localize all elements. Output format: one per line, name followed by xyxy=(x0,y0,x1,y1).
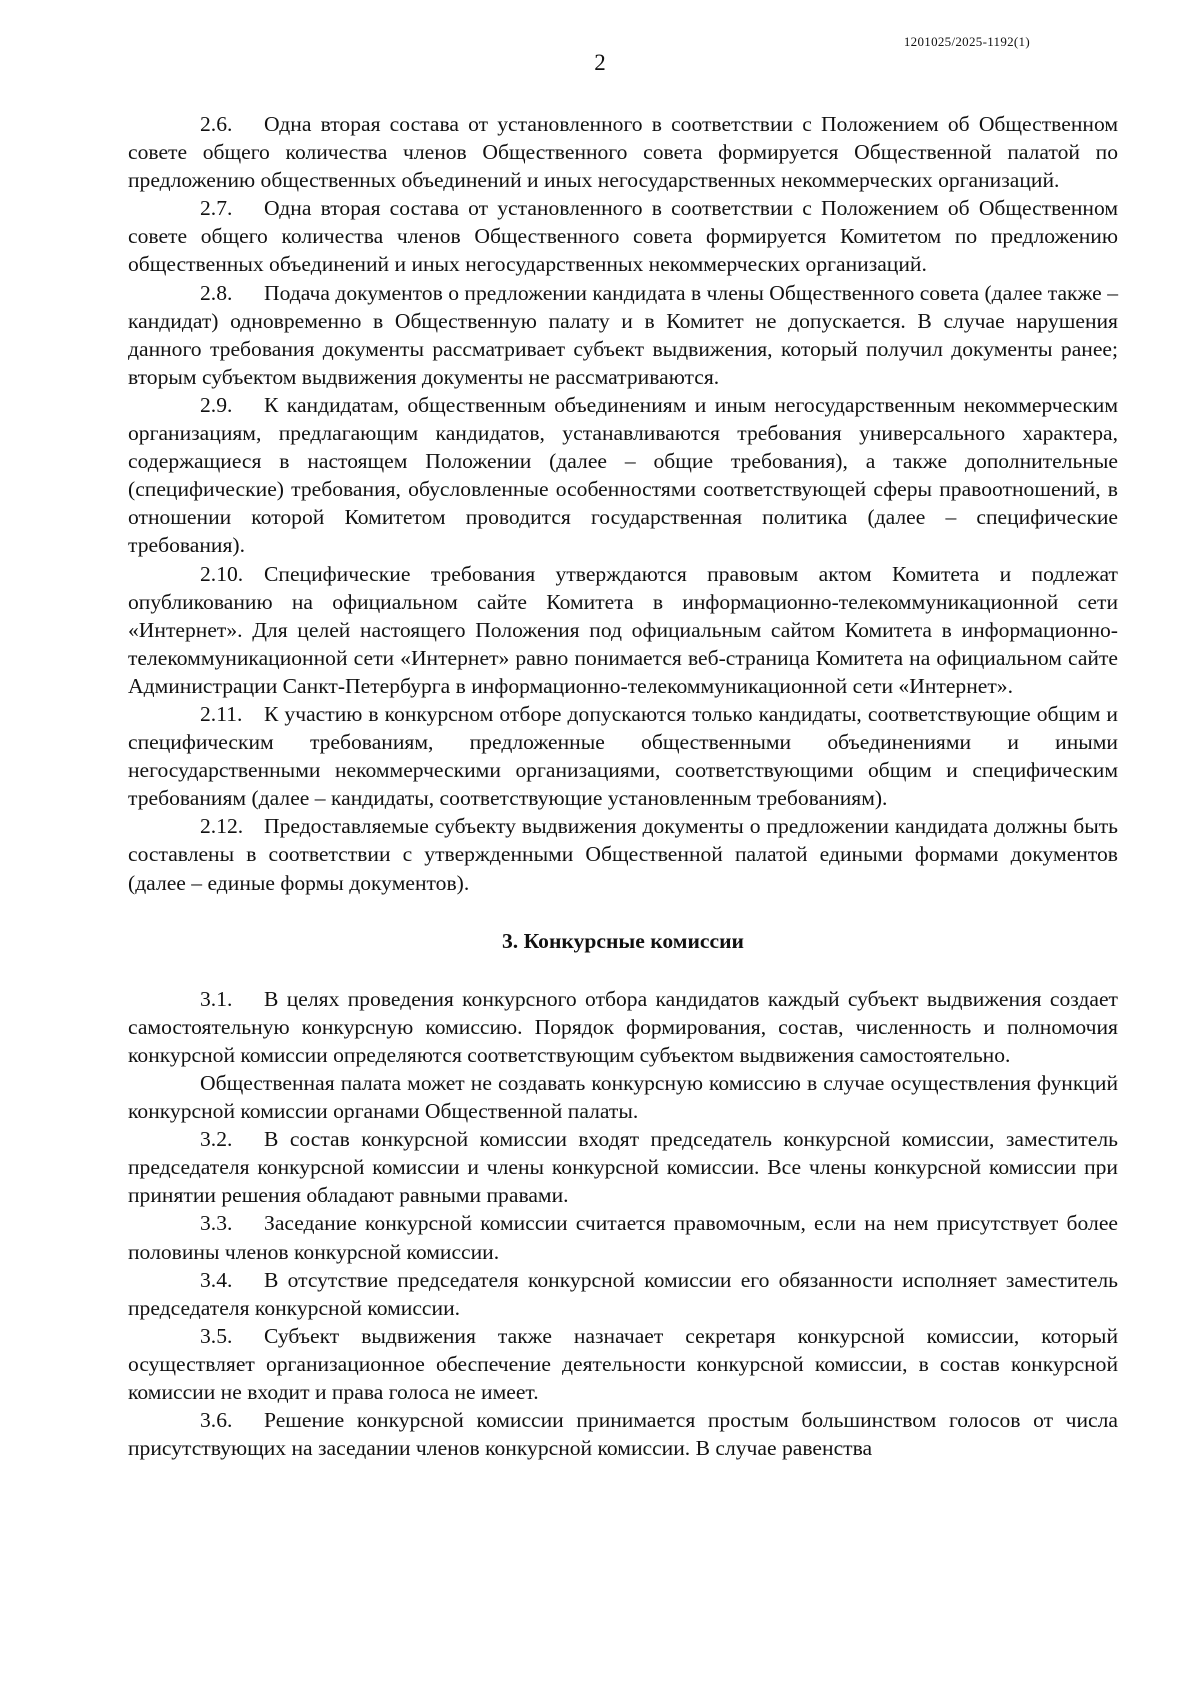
paragraph-3-4 xyxy=(128,1266,1118,1322)
paragraph-text: К участию в конкурсном отборе допускаются только кандидаты, соответствующие общим и специфическим требованиям, предложенные общественными объединениями и иными негосударственными некоммерческими организациями, соответствующими общим и специфическим требованиям (далее – кандидаты, соответствующие установленным требованиям). xyxy=(128,701,1118,811)
paragraph-number: 2.11. xyxy=(200,701,243,726)
paragraph-text: В целях проведения конкурсного отбора кандидатов каждый субъект выдвижения создает самостоятельную конкурсную комиссию. Порядок формирования, состав, численность и полномочия конкурсной комиссии определяются соответствующим субъектом выдвижения самостоятельно. xyxy=(128,986,1118,1067)
paragraph-text: Одна вторая состава от установленного в соответствии с Положением об Общественном совете общего количества членов Общественного совета формируется Комитетом по предложению общественных объединений и иных негосударственных некоммерческих организаций. xyxy=(128,196,1118,277)
section-3-heading: 3. Конкурсные комиссии xyxy=(502,928,744,953)
page-number: 2 xyxy=(594,50,606,75)
paragraph-text: Одна вторая состава от установленного в соответствии с Положением об Общественном совете общего количества членов Общественного совета формируется Общественной палатой по предложению общественных объединений и иных негосударственных некоммерческих организаций. xyxy=(128,112,1118,193)
paragraph-text: Предоставляемые субъекту выдвижения документы о предложении кандидата должны быть составлены в соответствии с утвержденными Общественной палатой едиными формами документов (далее – единые формы документов). xyxy=(128,814,1118,895)
paragraph-number: 2.6. xyxy=(200,112,233,136)
paragraph-2-9 xyxy=(128,391,1118,560)
section-3-paragraphs xyxy=(128,985,1118,1463)
paragraph-text: Специфические требования утверждаются правовым актом Комитета и подлежат опубликованию на официальном сайте Комитета в информационно-телекоммуникационной сети «Интернет». Для целей настоящего Положения под официальным сайтом Комитета в информационно-телекоммуникационной сети «Интернет» равно понимается веб-страница Комитета на официальном сайте Администрации Санкт-Петербурга в информационно-телекоммуникационной сети «Интернет». xyxy=(128,561,1118,698)
paragraph-number: 2.7. xyxy=(200,196,233,221)
paragraph-number: 3.4. xyxy=(200,1267,233,1292)
paragraph-3-5 xyxy=(128,1322,1118,1406)
paragraph-number: 2.10. xyxy=(200,561,244,586)
paragraph-text: В состав конкурсной комиссии входят председатель конкурсной комиссии, заместитель председателя конкурсной комиссии и члены конкурсной комиссии. Все члены конкурсной комиссии при принятии решения обладают равными правами. xyxy=(128,1127,1118,1208)
paragraph-text: В отсутствие председателя конкурсной комиссии его обязанности исполняет заместитель председателя конкурсной комиссии. xyxy=(128,1267,1118,1320)
paragraph-3-1 xyxy=(128,985,1118,1069)
paragraph-text: К кандидатам, общественным объединениям и иным негосударственным некоммерческим организациям, предлагающим кандидатов, устанавливаются требования универсального характера, содержащиеся в настоящем Положении (далее – общие требования), а также дополнительные (специфические) требования, обусловленные особенностями соответствующей сферы правоотношений, в отношении которой Комитетом проводится государственная политика (далее – специфические требования). xyxy=(128,392,1118,558)
paragraph-3-1-continued xyxy=(128,1069,1118,1125)
paragraph-number: 3.3. xyxy=(200,1211,233,1236)
paragraph-3-2 xyxy=(128,1125,1118,1209)
document-body xyxy=(128,110,1118,1462)
paragraph-text: Решение конкурсной комиссии принимается простым большинством голосов от числа присутствующих на заседании членов конкурсной комиссии. В случае равенства xyxy=(128,1408,1118,1461)
paragraph-2-10 xyxy=(128,560,1118,700)
paragraph-3-3 xyxy=(128,1209,1118,1265)
paragraph-number: 3.2. xyxy=(200,1127,233,1152)
document-registration-number: 1201025/2025-1192(1) xyxy=(903,34,1030,49)
paragraph-text: Заседание конкурсной комиссии считается правомочным, если на нем присутствует более половины членов конкурсной комиссии. xyxy=(128,1211,1118,1264)
paragraph-2-7 xyxy=(128,194,1118,278)
paragraph-2-12 xyxy=(128,812,1118,896)
paragraph-text: Субъект выдвижения также назначает секретаря конкурсной комиссии, который осуществляет организационное обеспечение деятельности конкурсной комиссии, в состав конкурсной комиссии не входит и права голоса не имеет. xyxy=(128,1323,1118,1405)
paragraph-2-11 xyxy=(128,700,1118,812)
paragraph-2-8 xyxy=(128,279,1118,391)
paragraph-number: 3.1. xyxy=(200,986,233,1011)
section-2-paragraphs xyxy=(128,110,1118,897)
paragraph-number: 3.6. xyxy=(200,1408,233,1433)
paragraph-2-6 xyxy=(128,110,1118,194)
paragraph-number: 2.12. xyxy=(200,814,244,839)
paragraph-number: 3.5. xyxy=(200,1323,233,1348)
paragraph-text: Подача документов о предложении кандидата в члены Общественного совета (далее также – кандидат) одновременно в Общественную палату и в Комитет не допускается. В случае нарушения данного требования документы рассматривает субъект выдвижения, который получил документы ранее; вторым субъектом выдвижения документы не рассматриваются. xyxy=(128,280,1118,389)
paragraph-text: Общественная палата может не создавать конкурсную комиссию в случае осуществления функций конкурсной комиссии органами Общественной палаты. xyxy=(128,1071,1118,1124)
paragraph-3-6 xyxy=(128,1406,1118,1462)
paragraph-number: 2.9. xyxy=(200,392,233,417)
paragraph-number: 2.8. xyxy=(200,280,233,305)
